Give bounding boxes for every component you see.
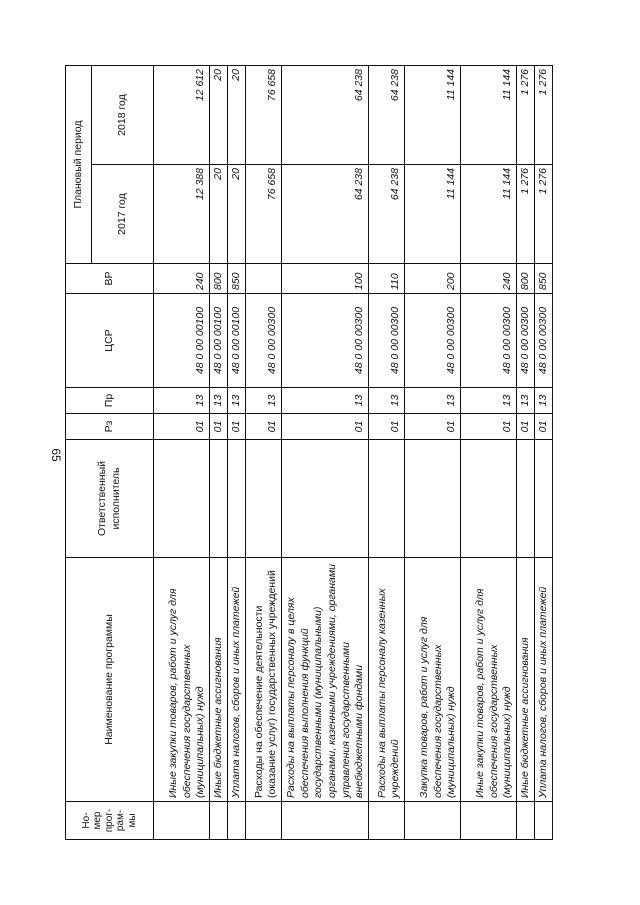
program-name-cell: Расходы на обеспечение деятельности (оказание услуг) государственных учреждений <box>246 558 282 802</box>
vr-cell: 100 <box>282 264 369 294</box>
table-row <box>535 66 553 840</box>
table-row <box>461 66 517 840</box>
value-2017-cell: 1 276 <box>517 165 535 264</box>
table-row <box>228 66 246 840</box>
table-row <box>405 66 461 840</box>
csr-cell: 48 0 00 00300 <box>369 294 405 388</box>
value-2017-cell: 64 238 <box>282 165 369 264</box>
value-2017-cell: 12 388 <box>154 165 210 264</box>
rz-cell: 01 <box>535 414 553 440</box>
header-rz: Рз <box>66 414 154 440</box>
budget-table <box>65 65 553 840</box>
table-row <box>517 66 535 840</box>
rz-cell: 01 <box>282 414 369 440</box>
page-number: 65 <box>49 448 63 462</box>
table-row <box>154 66 210 840</box>
vr-cell <box>246 264 282 294</box>
program-name-cell: Закупка товаров, работ и услуг для обеспечения государственных (муниципальных) нужд <box>405 558 461 802</box>
program-number-cell <box>405 802 461 840</box>
executor-cell <box>369 440 405 558</box>
program-number-cell <box>246 802 282 840</box>
csr-cell: 48 0 00 00100 <box>228 294 246 388</box>
program-number-cell <box>210 802 228 840</box>
executor-cell <box>282 440 369 558</box>
rz-cell: 01 <box>369 414 405 440</box>
csr-cell: 48 0 00 00300 <box>405 294 461 388</box>
executor-cell <box>154 440 210 558</box>
pr-cell: 13 <box>517 388 535 414</box>
value-2018-cell: 64 238 <box>282 66 369 165</box>
header-plan-period: Плановый период <box>66 66 92 264</box>
program-name-cell: Уплата налогов, сборов и иных платежей <box>228 558 246 802</box>
pr-cell: 13 <box>154 388 210 414</box>
value-2017-cell: 20 <box>228 165 246 264</box>
value-2017-cell: 20 <box>210 165 228 264</box>
vr-cell: 800 <box>210 264 228 294</box>
program-number-cell <box>228 802 246 840</box>
header-vr: ВР <box>66 264 154 294</box>
value-2018-cell: 11 144 <box>405 66 461 165</box>
header-year-2018: 2018 год <box>92 66 154 165</box>
program-number-cell <box>282 802 369 840</box>
value-2018-cell: 12 612 <box>154 66 210 165</box>
value-2018-cell: 20 <box>210 66 228 165</box>
csr-cell: 48 0 00 00300 <box>461 294 517 388</box>
program-number-cell <box>461 802 517 840</box>
pr-cell: 13 <box>369 388 405 414</box>
program-number-cell <box>535 802 553 840</box>
vr-cell: 800 <box>517 264 535 294</box>
rz-cell: 01 <box>210 414 228 440</box>
program-name-cell: Иные закупки товаров, работ и услуг для обеспечения государственных (муниципальных) нужд <box>154 558 210 802</box>
vr-cell: 240 <box>461 264 517 294</box>
vr-cell: 110 <box>369 264 405 294</box>
csr-cell: 48 0 00 00100 <box>154 294 210 388</box>
rz-cell: 01 <box>228 414 246 440</box>
csr-cell: 48 0 00 00100 <box>210 294 228 388</box>
executor-cell <box>228 440 246 558</box>
value-2018-cell: 64 238 <box>369 66 405 165</box>
program-name-cell: Расходы на выплаты персоналу казенных учреждений <box>369 558 405 802</box>
pr-cell: 13 <box>210 388 228 414</box>
vr-cell: 850 <box>228 264 246 294</box>
vr-cell: 200 <box>405 264 461 294</box>
rz-cell: 01 <box>246 414 282 440</box>
table-row <box>282 66 369 840</box>
value-2017-cell: 1 276 <box>535 165 553 264</box>
csr-cell: 48 0 00 00300 <box>282 294 369 388</box>
table-row <box>369 66 405 840</box>
csr-cell: 48 0 00 00300 <box>535 294 553 388</box>
header-program-number: Но-мер прог-рам-мы <box>66 802 154 840</box>
header-csr: ЦСР <box>66 294 154 388</box>
value-2017-cell: 64 238 <box>369 165 405 264</box>
table-row <box>246 66 282 840</box>
value-2018-cell: 1 276 <box>535 66 553 165</box>
rz-cell: 01 <box>517 414 535 440</box>
executor-cell <box>405 440 461 558</box>
executor-cell <box>210 440 228 558</box>
value-2018-cell: 11 144 <box>461 66 517 165</box>
pr-cell: 13 <box>246 388 282 414</box>
rz-cell: 01 <box>154 414 210 440</box>
rz-cell: 01 <box>461 414 517 440</box>
pr-cell: 13 <box>535 388 553 414</box>
csr-cell: 48 0 00 00300 <box>517 294 535 388</box>
executor-cell <box>535 440 553 558</box>
program-name-cell: Иные закупки товаров, работ и услуг для обеспечения государственных (муниципальных) нужд <box>461 558 517 802</box>
pr-cell: 13 <box>405 388 461 414</box>
pr-cell: 13 <box>282 388 369 414</box>
value-2018-cell: 76 658 <box>246 66 282 165</box>
value-2018-cell: 1 276 <box>517 66 535 165</box>
header-pr: Пр <box>66 388 154 414</box>
executor-cell <box>517 440 535 558</box>
pr-cell: 13 <box>228 388 246 414</box>
value-2017-cell: 11 144 <box>405 165 461 264</box>
header-executor: Ответственный исполнитель <box>66 440 154 558</box>
header-program-name: Наименование программы <box>66 558 154 802</box>
program-number-cell <box>369 802 405 840</box>
program-name-cell: Расходы на выплаты персоналу в целях обеспечения выполнения функций государственными (муниципальными) органами, казенными учреждениями, органами управления государственными внебюджетными фондами <box>282 558 369 802</box>
program-name-cell: Иные бюджетные ассигнования <box>517 558 535 802</box>
table-row <box>210 66 228 840</box>
program-name-cell: Иные бюджетные ассигнования <box>210 558 228 802</box>
value-2017-cell: 11 144 <box>461 165 517 264</box>
pr-cell: 13 <box>461 388 517 414</box>
program-number-cell <box>154 802 210 840</box>
header-year-2017: 2017 год <box>92 165 154 264</box>
vr-cell: 850 <box>535 264 553 294</box>
executor-cell <box>246 440 282 558</box>
vr-cell: 240 <box>154 264 210 294</box>
value-2018-cell: 20 <box>228 66 246 165</box>
rotated-table-container <box>65 66 550 840</box>
program-number-cell <box>517 802 535 840</box>
value-2017-cell: 76 658 <box>246 165 282 264</box>
executor-cell <box>461 440 517 558</box>
program-name-cell: Уплата налогов, сборов и иных платежей <box>535 558 553 802</box>
csr-cell: 48 0 00 00300 <box>246 294 282 388</box>
rz-cell: 01 <box>405 414 461 440</box>
